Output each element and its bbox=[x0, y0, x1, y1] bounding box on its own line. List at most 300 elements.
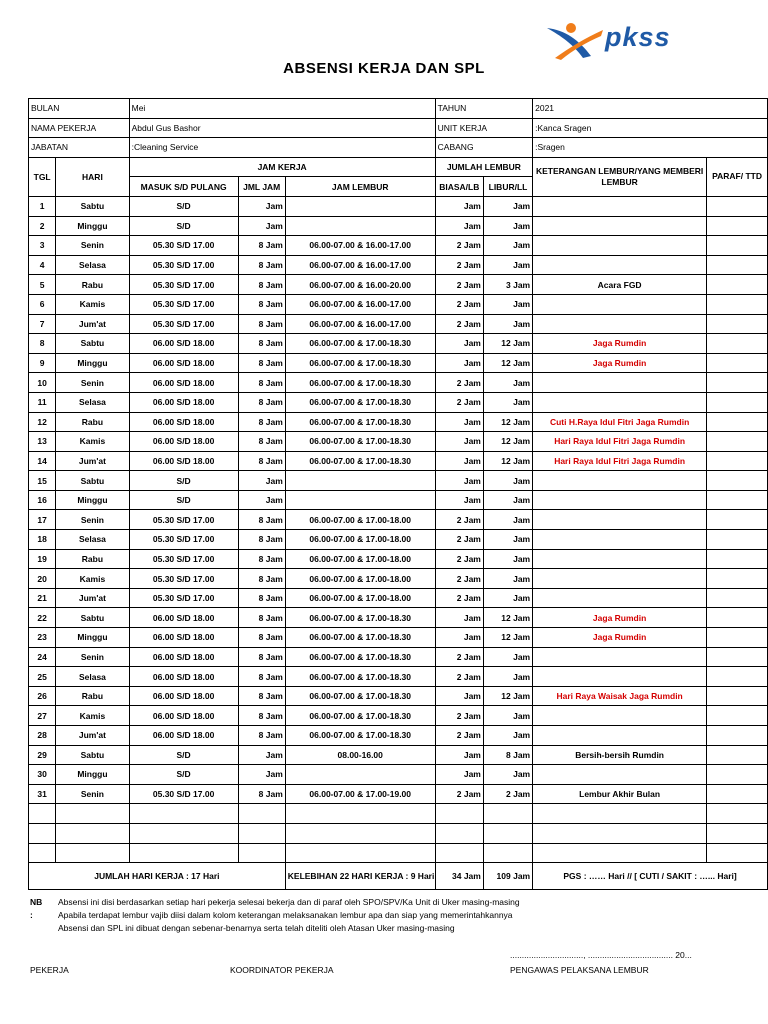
libur-cell: 12 Jam bbox=[483, 432, 532, 452]
masuk-cell: 05.30 S/D 17.00 bbox=[129, 294, 238, 314]
libur-cell: Jam bbox=[483, 569, 532, 589]
masuk-cell: 06.00 S/D 18.00 bbox=[129, 432, 238, 452]
jam-lembur-cell: 06.00-07.00 & 17.00-18.00 bbox=[285, 549, 435, 569]
jam-lembur-cell: 08.00-16.00 bbox=[285, 745, 435, 765]
paraf-cell bbox=[707, 588, 768, 608]
table-row bbox=[29, 784, 768, 804]
jam-lembur-cell: 06.00-07.00 & 17.00-18.30 bbox=[285, 432, 435, 452]
keterangan-cell bbox=[533, 549, 707, 569]
table-row bbox=[29, 765, 768, 785]
empty-cell bbox=[707, 804, 768, 824]
jam-lembur-cell: 06.00-07.00 & 17.00-18.30 bbox=[285, 667, 435, 687]
hari-cell: Sabtu bbox=[56, 608, 129, 628]
masuk-cell: 06.00 S/D 18.00 bbox=[129, 353, 238, 373]
paraf-cell bbox=[707, 745, 768, 765]
paraf-cell bbox=[707, 530, 768, 550]
paraf-cell bbox=[707, 373, 768, 393]
masuk-cell: 06.00 S/D 18.00 bbox=[129, 706, 238, 726]
empty-cell bbox=[285, 843, 435, 863]
biasa-cell: 2 Jam bbox=[435, 530, 483, 550]
jam-lembur-cell: 06.00-07.00 & 17.00-18.30 bbox=[285, 373, 435, 393]
empty-cell bbox=[707, 823, 768, 843]
keterangan-cell bbox=[533, 490, 707, 510]
jml-jam-cell: 8 Jam bbox=[238, 510, 285, 530]
table-row bbox=[29, 667, 768, 687]
tgl-cell: 8 bbox=[29, 334, 56, 354]
paraf-cell bbox=[707, 236, 768, 256]
table-row bbox=[29, 353, 768, 373]
libur-cell: Jam bbox=[483, 530, 532, 550]
keterangan-cell: Hari Raya Idul Fitri Jaga Rumdin bbox=[533, 451, 707, 471]
keterangan-cell: Jaga Rumdin bbox=[533, 608, 707, 628]
info-row-bulan bbox=[29, 99, 768, 119]
jam-kerja-header: JAM KERJA bbox=[129, 157, 435, 177]
table-row bbox=[29, 412, 768, 432]
masuk-cell: 05.30 S/D 17.00 bbox=[129, 510, 238, 530]
libur-cell: Jam bbox=[483, 765, 532, 785]
jml-jam-cell: 8 Jam bbox=[238, 647, 285, 667]
biasa-cell: 2 Jam bbox=[435, 510, 483, 530]
paraf-cell bbox=[707, 216, 768, 236]
tgl-cell: 11 bbox=[29, 392, 56, 412]
paraf-cell bbox=[707, 392, 768, 412]
libur-cell: 12 Jam bbox=[483, 628, 532, 648]
masuk-header: MASUK S/D PULANG bbox=[129, 177, 238, 197]
hari-cell: Sabtu bbox=[56, 745, 129, 765]
footer-row bbox=[29, 863, 768, 890]
hari-cell: Minggu bbox=[56, 628, 129, 648]
masuk-cell: 05.30 S/D 17.00 bbox=[129, 588, 238, 608]
jml-jam-cell: 8 Jam bbox=[238, 451, 285, 471]
tgl-cell: 22 bbox=[29, 608, 56, 628]
unit-label: UNIT KERJA bbox=[435, 118, 532, 138]
tahun-label: TAHUN bbox=[435, 99, 532, 119]
pkss-logo bbox=[545, 22, 725, 62]
table-row bbox=[29, 216, 768, 236]
hari-header: HARI bbox=[56, 157, 129, 196]
table-row bbox=[29, 255, 768, 275]
libur-cell: 12 Jam bbox=[483, 334, 532, 354]
info-row-jabatan bbox=[29, 138, 768, 158]
paraf-cell bbox=[707, 706, 768, 726]
keterangan-cell: Jaga Rumdin bbox=[533, 628, 707, 648]
jml-jam-cell: Jam bbox=[238, 745, 285, 765]
paraf-cell bbox=[707, 314, 768, 334]
hari-cell: Jum'at bbox=[56, 726, 129, 746]
jml-jam-cell: 8 Jam bbox=[238, 686, 285, 706]
jam-lembur-cell bbox=[285, 216, 435, 236]
hari-cell: Minggu bbox=[56, 353, 129, 373]
paraf-cell bbox=[707, 549, 768, 569]
keterangan-cell: Hari Raya Waisak Jaga Rumdin bbox=[533, 686, 707, 706]
keterangan-cell bbox=[533, 471, 707, 491]
libur-cell: Jam bbox=[483, 294, 532, 314]
tgl-cell: 24 bbox=[29, 647, 56, 667]
tgl-cell: 7 bbox=[29, 314, 56, 334]
libur-cell: 3 Jam bbox=[483, 275, 532, 295]
table-row bbox=[29, 549, 768, 569]
jml-jam-cell: 8 Jam bbox=[238, 628, 285, 648]
hari-cell: Sabtu bbox=[56, 196, 129, 216]
tgl-cell: 20 bbox=[29, 569, 56, 589]
empty-cell bbox=[129, 823, 238, 843]
hari-cell: Jum'at bbox=[56, 314, 129, 334]
tgl-cell: 13 bbox=[29, 432, 56, 452]
masuk-cell: 06.00 S/D 18.00 bbox=[129, 628, 238, 648]
libur-cell: Jam bbox=[483, 588, 532, 608]
tgl-cell: 6 bbox=[29, 294, 56, 314]
libur-cell: Jam bbox=[483, 726, 532, 746]
biasa-cell: 2 Jam bbox=[435, 726, 483, 746]
cabang-value: :Sragen bbox=[533, 138, 768, 158]
jam-lembur-cell: 06.00-07.00 & 16.00-17.00 bbox=[285, 294, 435, 314]
tgl-cell: 14 bbox=[29, 451, 56, 471]
biasa-cell: Jam bbox=[435, 216, 483, 236]
empty-cell bbox=[285, 804, 435, 824]
biasa-cell: 2 Jam bbox=[435, 706, 483, 726]
paraf-cell bbox=[707, 510, 768, 530]
hari-cell: Selasa bbox=[56, 255, 129, 275]
biasa-cell: Jam bbox=[435, 432, 483, 452]
keterangan-cell bbox=[533, 216, 707, 236]
empty-row bbox=[29, 804, 768, 824]
biasa-cell: 2 Jam bbox=[435, 569, 483, 589]
jam-lembur-cell: 06.00-07.00 & 17.00-18.00 bbox=[285, 588, 435, 608]
jam-lembur-cell bbox=[285, 765, 435, 785]
tgl-cell: 4 bbox=[29, 255, 56, 275]
table-row bbox=[29, 569, 768, 589]
tgl-cell: 19 bbox=[29, 549, 56, 569]
hari-cell: Rabu bbox=[56, 549, 129, 569]
jml-jam-cell: 8 Jam bbox=[238, 275, 285, 295]
masuk-cell: S/D bbox=[129, 745, 238, 765]
libur-cell: 2 Jam bbox=[483, 784, 532, 804]
tgl-cell: 23 bbox=[29, 628, 56, 648]
jml-jam-cell: 8 Jam bbox=[238, 255, 285, 275]
empty-cell bbox=[56, 823, 129, 843]
jam-lembur-cell: 06.00-07.00 & 17.00-18.30 bbox=[285, 628, 435, 648]
table-row bbox=[29, 196, 768, 216]
jml-jam-cell: 8 Jam bbox=[238, 353, 285, 373]
jml-jam-cell: 8 Jam bbox=[238, 549, 285, 569]
keterangan-cell bbox=[533, 255, 707, 275]
table-row bbox=[29, 745, 768, 765]
masuk-cell: S/D bbox=[129, 765, 238, 785]
pkss-logo-mark-icon bbox=[545, 22, 605, 62]
jml-jam-cell: 8 Jam bbox=[238, 784, 285, 804]
info-row-nama bbox=[29, 118, 768, 138]
hari-cell: Sabtu bbox=[56, 334, 129, 354]
bulan-value: Mei bbox=[129, 99, 435, 119]
hari-cell: Senin bbox=[56, 373, 129, 393]
paraf-cell bbox=[707, 569, 768, 589]
paraf-cell bbox=[707, 471, 768, 491]
tgl-cell: 3 bbox=[29, 236, 56, 256]
jabatan-label: JABATAN bbox=[29, 138, 130, 158]
libur-cell: 12 Jam bbox=[483, 412, 532, 432]
jml-jam-cell: 8 Jam bbox=[238, 530, 285, 550]
masuk-cell: 06.00 S/D 18.00 bbox=[129, 608, 238, 628]
page-title: ABSENSI KERJA DAN SPL bbox=[283, 60, 485, 77]
libur-cell: 12 Jam bbox=[483, 608, 532, 628]
biasa-cell: Jam bbox=[435, 196, 483, 216]
jml-jam-header: JML JAM bbox=[238, 177, 285, 197]
masuk-cell: 06.00 S/D 18.00 bbox=[129, 667, 238, 687]
libur-cell: Jam bbox=[483, 392, 532, 412]
tahun-value: 2021 bbox=[533, 99, 768, 119]
tgl-cell: 31 bbox=[29, 784, 56, 804]
libur-cell: Jam bbox=[483, 373, 532, 393]
hari-cell: Jum'at bbox=[56, 451, 129, 471]
masuk-cell: S/D bbox=[129, 471, 238, 491]
signature-pekerja: PEKERJA bbox=[30, 965, 69, 975]
tgl-cell: 5 bbox=[29, 275, 56, 295]
jml-jam-cell: Jam bbox=[238, 490, 285, 510]
table-row bbox=[29, 510, 768, 530]
keterangan-cell bbox=[533, 294, 707, 314]
table-row bbox=[29, 451, 768, 471]
biasa-cell: 2 Jam bbox=[435, 275, 483, 295]
table-row bbox=[29, 275, 768, 295]
tgl-cell: 25 bbox=[29, 667, 56, 687]
jml-jam-cell: 8 Jam bbox=[238, 608, 285, 628]
empty-cell bbox=[533, 823, 707, 843]
paraf-cell bbox=[707, 490, 768, 510]
jml-jam-cell: 8 Jam bbox=[238, 569, 285, 589]
biasa-cell: 2 Jam bbox=[435, 236, 483, 256]
jml-jam-cell: 8 Jam bbox=[238, 432, 285, 452]
masuk-cell: 05.30 S/D 17.00 bbox=[129, 275, 238, 295]
paraf-cell bbox=[707, 196, 768, 216]
paraf-cell bbox=[707, 765, 768, 785]
biasa-cell: Jam bbox=[435, 765, 483, 785]
masuk-cell: 06.00 S/D 18.00 bbox=[129, 392, 238, 412]
libur-cell: Jam bbox=[483, 549, 532, 569]
bulan-label: BULAN bbox=[29, 99, 130, 119]
jumlah-lembur-header: JUMLAH LEMBUR bbox=[435, 157, 532, 177]
pgs-cuti-sakit: PGS : …… Hari // [ CUTI / SAKIT : …... Hari] bbox=[533, 863, 768, 890]
jam-lembur-cell: 06.00-07.00 & 16.00-17.00 bbox=[285, 255, 435, 275]
biasa-cell: Jam bbox=[435, 451, 483, 471]
paraf-cell bbox=[707, 255, 768, 275]
masuk-cell: 06.00 S/D 18.00 bbox=[129, 647, 238, 667]
jam-lembur-cell: 06.00-07.00 & 17.00-18.00 bbox=[285, 530, 435, 550]
jam-lembur-cell: 06.00-07.00 & 17.00-19.00 bbox=[285, 784, 435, 804]
empty-cell bbox=[435, 823, 483, 843]
jam-lembur-cell: 06.00-07.00 & 17.00-18.30 bbox=[285, 686, 435, 706]
empty-cell bbox=[238, 804, 285, 824]
hari-cell: Rabu bbox=[56, 686, 129, 706]
masuk-cell: 06.00 S/D 18.00 bbox=[129, 686, 238, 706]
pkss-logo-text: pkss bbox=[605, 22, 671, 52]
biasa-cell: 2 Jam bbox=[435, 255, 483, 275]
jml-jam-cell: 8 Jam bbox=[238, 373, 285, 393]
keterangan-cell bbox=[533, 530, 707, 550]
hari-cell: Kamis bbox=[56, 432, 129, 452]
empty-cell bbox=[707, 843, 768, 863]
cabang-label: CABANG bbox=[435, 138, 532, 158]
jam-lembur-cell: 06.00-07.00 & 17.00-18.30 bbox=[285, 353, 435, 373]
table-row bbox=[29, 608, 768, 628]
paraf-cell bbox=[707, 686, 768, 706]
hari-cell: Jum'at bbox=[56, 588, 129, 608]
masuk-cell: S/D bbox=[129, 490, 238, 510]
libur-cell: Jam bbox=[483, 196, 532, 216]
table-row bbox=[29, 647, 768, 667]
jml-jam-cell: Jam bbox=[238, 765, 285, 785]
keterangan-cell bbox=[533, 726, 707, 746]
hari-cell: Selasa bbox=[56, 530, 129, 550]
jml-jam-cell: Jam bbox=[238, 471, 285, 491]
jam-lembur-cell: 06.00-07.00 & 17.00-18.30 bbox=[285, 334, 435, 354]
masuk-cell: 05.30 S/D 17.00 bbox=[129, 549, 238, 569]
jml-jam-cell: 8 Jam bbox=[238, 412, 285, 432]
masuk-cell: 05.30 S/D 17.00 bbox=[129, 784, 238, 804]
keterangan-cell bbox=[533, 373, 707, 393]
empty-row bbox=[29, 843, 768, 863]
jam-lembur-cell: 06.00-07.00 & 17.00-18.30 bbox=[285, 392, 435, 412]
biasa-header: BIASA/LB bbox=[435, 177, 483, 197]
kelebihan-hari-kerja: KELEBIHAN 22 HARI KERJA : 9 Hari bbox=[285, 863, 435, 890]
libur-cell: 8 Jam bbox=[483, 745, 532, 765]
jam-lembur-cell bbox=[285, 471, 435, 491]
biasa-cell: Jam bbox=[435, 412, 483, 432]
paraf-cell bbox=[707, 667, 768, 687]
libur-cell: Jam bbox=[483, 647, 532, 667]
jam-lembur-cell: 06.00-07.00 & 17.00-18.00 bbox=[285, 569, 435, 589]
jam-lembur-cell: 06.00-07.00 & 16.00-17.00 bbox=[285, 236, 435, 256]
jml-jam-cell: 8 Jam bbox=[238, 588, 285, 608]
keterangan-cell: Jaga Rumdin bbox=[533, 334, 707, 354]
empty-cell bbox=[29, 804, 56, 824]
table-row bbox=[29, 686, 768, 706]
masuk-cell: 06.00 S/D 18.00 bbox=[129, 373, 238, 393]
biasa-cell: 2 Jam bbox=[435, 647, 483, 667]
keterangan-header: KETERANGAN LEMBUR/YANG MEMBERI LEMBUR bbox=[533, 157, 707, 196]
empty-cell bbox=[29, 843, 56, 863]
keterangan-cell bbox=[533, 569, 707, 589]
jam-lembur-cell: 06.00-07.00 & 17.00-18.30 bbox=[285, 608, 435, 628]
tgl-cell: 16 bbox=[29, 490, 56, 510]
empty-cell bbox=[483, 804, 532, 824]
empty-cell bbox=[129, 843, 238, 863]
hari-cell: Senin bbox=[56, 784, 129, 804]
paraf-cell bbox=[707, 275, 768, 295]
jml-jam-cell: 8 Jam bbox=[238, 334, 285, 354]
table-row bbox=[29, 392, 768, 412]
jumlah-hari-kerja: JUMLAH HARI KERJA : 17 Hari bbox=[29, 863, 286, 890]
hari-cell: Minggu bbox=[56, 765, 129, 785]
empty-cell bbox=[483, 823, 532, 843]
masuk-cell: 05.30 S/D 17.00 bbox=[129, 236, 238, 256]
libur-cell: Jam bbox=[483, 490, 532, 510]
masuk-cell: 05.30 S/D 17.00 bbox=[129, 569, 238, 589]
keterangan-cell bbox=[533, 706, 707, 726]
libur-cell: Jam bbox=[483, 471, 532, 491]
hari-cell: Selasa bbox=[56, 667, 129, 687]
biasa-cell: 2 Jam bbox=[435, 314, 483, 334]
biasa-cell: Jam bbox=[435, 471, 483, 491]
jml-jam-cell: 8 Jam bbox=[238, 392, 285, 412]
jml-jam-cell: 8 Jam bbox=[238, 706, 285, 726]
hari-cell: Minggu bbox=[56, 216, 129, 236]
keterangan-cell: Cuti H.Raya Idul Fitri Jaga Rumdin bbox=[533, 412, 707, 432]
jam-lembur-cell: 06.00-07.00 & 17.00-18.30 bbox=[285, 412, 435, 432]
unit-value: :Kanca Sragen bbox=[533, 118, 768, 138]
empty-row bbox=[29, 823, 768, 843]
tgl-header: TGL bbox=[29, 157, 56, 196]
jml-jam-cell: 8 Jam bbox=[238, 726, 285, 746]
libur-cell: 12 Jam bbox=[483, 686, 532, 706]
libur-cell: Jam bbox=[483, 667, 532, 687]
tgl-cell: 18 bbox=[29, 530, 56, 550]
header-row-1 bbox=[29, 157, 768, 177]
tgl-cell: 10 bbox=[29, 373, 56, 393]
masuk-cell: S/D bbox=[129, 196, 238, 216]
jam-lembur-cell: 06.00-07.00 & 16.00-17.00 bbox=[285, 314, 435, 334]
masuk-cell: 06.00 S/D 18.00 bbox=[129, 726, 238, 746]
paraf-cell bbox=[707, 784, 768, 804]
hari-cell: Kamis bbox=[56, 294, 129, 314]
signature-koordinator: KOORDINATOR PEKERJA bbox=[230, 965, 334, 975]
hari-cell: Kamis bbox=[56, 706, 129, 726]
biasa-cell: 2 Jam bbox=[435, 667, 483, 687]
hari-cell: Senin bbox=[56, 647, 129, 667]
keterangan-cell: Hari Raya Idul Fitri Jaga Rumdin bbox=[533, 432, 707, 452]
jabatan-value: :Cleaning Service bbox=[129, 138, 435, 158]
paraf-cell bbox=[707, 412, 768, 432]
keterangan-cell bbox=[533, 765, 707, 785]
table-row bbox=[29, 294, 768, 314]
keterangan-cell bbox=[533, 588, 707, 608]
table-row bbox=[29, 373, 768, 393]
masuk-cell: S/D bbox=[129, 216, 238, 236]
total-biasa: 34 Jam bbox=[435, 863, 483, 890]
keterangan-cell bbox=[533, 510, 707, 530]
jam-lembur-header: JAM LEMBUR bbox=[285, 177, 435, 197]
jam-lembur-cell: 06.00-07.00 & 17.00-18.30 bbox=[285, 451, 435, 471]
hari-cell: Sabtu bbox=[56, 471, 129, 491]
table-row bbox=[29, 432, 768, 452]
masuk-cell: 05.30 S/D 17.00 bbox=[129, 530, 238, 550]
libur-cell: Jam bbox=[483, 216, 532, 236]
jml-jam-cell: 8 Jam bbox=[238, 314, 285, 334]
hari-cell: Senin bbox=[56, 510, 129, 530]
signature-date-line: ..............................., .................................... 20... bbox=[510, 950, 692, 960]
table-row bbox=[29, 628, 768, 648]
empty-cell bbox=[435, 843, 483, 863]
tgl-cell: 21 bbox=[29, 588, 56, 608]
tgl-cell: 27 bbox=[29, 706, 56, 726]
keterangan-cell: Jaga Rumdin bbox=[533, 353, 707, 373]
libur-cell: 12 Jam bbox=[483, 353, 532, 373]
tgl-cell: 12 bbox=[29, 412, 56, 432]
notes-label: NB : bbox=[30, 897, 43, 920]
table-row bbox=[29, 236, 768, 256]
table-row bbox=[29, 490, 768, 510]
table-row bbox=[29, 471, 768, 491]
empty-cell bbox=[533, 843, 707, 863]
hari-cell: Selasa bbox=[56, 392, 129, 412]
paraf-cell bbox=[707, 334, 768, 354]
empty-cell bbox=[238, 823, 285, 843]
libur-cell: 12 Jam bbox=[483, 451, 532, 471]
keterangan-cell bbox=[533, 647, 707, 667]
empty-cell bbox=[533, 804, 707, 824]
libur-cell: Jam bbox=[483, 706, 532, 726]
biasa-cell: Jam bbox=[435, 608, 483, 628]
jam-lembur-cell: 06.00-07.00 & 17.00-18.00 bbox=[285, 510, 435, 530]
